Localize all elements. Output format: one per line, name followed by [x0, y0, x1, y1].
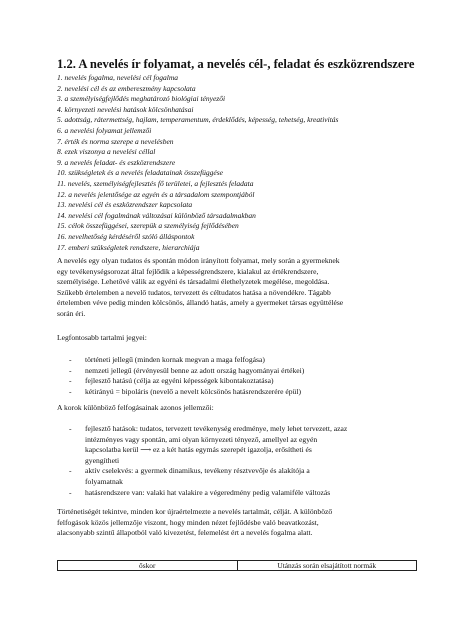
dash-bullet: -: [69, 365, 72, 375]
topic-item: 1. nevelés fogalma, nevelési cél fogalma: [57, 73, 179, 82]
text-line: felfogások közös jellemzője viszont, hogy minden nézet fejlődésbe való beavatkozást,: [57, 517, 319, 527]
topic-item: 10. szükségletek és a nevelés feladatainak összefüggése: [57, 168, 223, 178]
text-line: gyengítheti: [85, 455, 120, 465]
traits-list: [57, 355, 429, 397]
list-item-text: fejlesztő hatású (célja az egyéni képességek kibontakoztatása): [85, 376, 274, 386]
text-line: intézményes vagy spontán, ami olyan környezeti tényező, amellyel az egyén: [85, 434, 318, 444]
list-item: [57, 466, 429, 487]
topic-item: 17. emberi szükségletek rendszere, hierarchiája: [57, 242, 200, 252]
list-item: [57, 366, 429, 377]
closing-paragraph: [57, 507, 429, 539]
era-table: [57, 560, 417, 571]
topic-item: 13. nevelési cél és eszközrendszer kapcsolata: [57, 200, 193, 210]
list-item-text: kétirányú = bipoláris (nevelő a nevelt kölcsönös hatásrendszerére épül): [85, 386, 301, 396]
topic-list: [57, 73, 457, 253]
text-line: A nevelés egy olyan tudatos és spontán módon irányított folyamat, mely során a gyermeknek: [57, 256, 340, 265]
text-line: személyisége. Lehetővé válik az egyéni és társadalmi élethelyzetek megélése, megoldása.: [57, 277, 330, 287]
topic-item: 5. adottság, rátermettség, hajlam, temperamentum, érdeklődés, képesség, tehetség, kreativitás: [57, 115, 339, 125]
dash-bullet: -: [69, 386, 72, 396]
text-line: fejlesztő hatások: tudatos, tervezett tevékenység eredménye, mely lehet tervezett, azaz: [85, 424, 348, 433]
section-title: 1.2. A nevelés ír folyamat, a nevelés cél-, feladat és eszközrendszere: [57, 57, 415, 71]
text-line: értelemben véve pedig minden kölcsönös, állandó hatás, amely a gyermeket társas együttélése: [57, 298, 344, 308]
intro-paragraph: [57, 256, 429, 320]
table-cell: őskor: [58, 561, 238, 571]
table-row: [58, 561, 417, 571]
text-line: Szűkebb értelemben a nevelő tudatos, tervezett és céltudatos hatása a növendékre. Tágabb: [57, 287, 331, 297]
topic-item: 12. a nevelés jelentősége az egyén és a társadalom szempontjából: [57, 189, 255, 199]
dash-bullet: -: [69, 487, 72, 497]
list-item: [57, 355, 429, 366]
text-line: aktív cselekvés: a gyermek dinamikus, tevékeny résztvevője és alakítója a: [85, 466, 310, 476]
common-traits-list: [57, 424, 429, 498]
traits-heading: Legfontosabb tartalmi jegyei:: [57, 333, 147, 342]
topic-item: 3. a személyiségfejlődés meghatározó biológiai tényezői: [57, 94, 226, 104]
topic-item: 11. nevelés, személyiségfejlesztés fő területei, a fejlesztés feladata: [57, 178, 254, 188]
text-line: Történetiségét tekintve, minden kor újraértelmezte a nevelés tartalmát, célját. A különböző: [57, 507, 333, 516]
text-line: kapcsolatba kerül ⟶ ez a két hatás egymás szerepét igazolja, erősítheti és: [85, 445, 312, 455]
table-cell: Utánzás során elsajátított normák: [237, 561, 417, 571]
list-item-text: történeti jellegű (minden kornak megvan a maga felfogása): [85, 355, 265, 364]
common-heading: A korok különböző felfogásainak azonos jellemzői:: [57, 403, 214, 412]
text-line: egy tevékenységsorozat által fejlődik a képességrendszere, kialakul az értékrendszere,: [57, 266, 319, 276]
list-item-text: nemzeti jellegű (érvényesül benne az adott ország hagyományai értékei): [85, 365, 305, 375]
topic-item: 8. ezek viszonya a nevelési céllal: [57, 147, 156, 157]
topic-item: 15. célok összefüggései, szerepük a személyiség fejlődésében: [57, 221, 239, 231]
list-item: [57, 424, 429, 466]
dash-bullet: -: [69, 355, 72, 364]
list-item: [57, 387, 429, 398]
topic-item: 16. nevelhetőség kérdéséről szóló álláspontok: [57, 231, 195, 241]
list-item: [57, 376, 429, 387]
topic-item: 4. környezeti nevelési hatások kölcsönhatásai: [57, 104, 194, 114]
topic-item: 9. a nevelés feladat- és eszközrendszere: [57, 157, 176, 167]
topic-item: 7. érték és norma szerepe a nevelésben: [57, 136, 174, 146]
text-line: során éri.: [57, 308, 86, 318]
text-line: folyamatnak: [85, 476, 123, 486]
dash-bullet: -: [69, 466, 72, 476]
topic-item: 2. nevelési cél és az embereszmény kapcsolata: [57, 83, 196, 93]
text-line: alacsonyabb szintű állapotból való kivezetést, felemelést ért a nevelés fogalma alatt.: [57, 528, 313, 538]
text-line: hatásrendszere van: valaki hat valakire a végeredmény pedig valamiféle változás: [85, 487, 331, 497]
topic-item: 6. a nevelési folyamat jellemzői: [57, 125, 152, 135]
dash-bullet: -: [69, 424, 72, 433]
list-item: [57, 488, 429, 499]
topic-item: 14. nevelési cél fogalmának változásai különböző társadalmakban: [57, 210, 256, 220]
dash-bullet: -: [69, 376, 72, 386]
